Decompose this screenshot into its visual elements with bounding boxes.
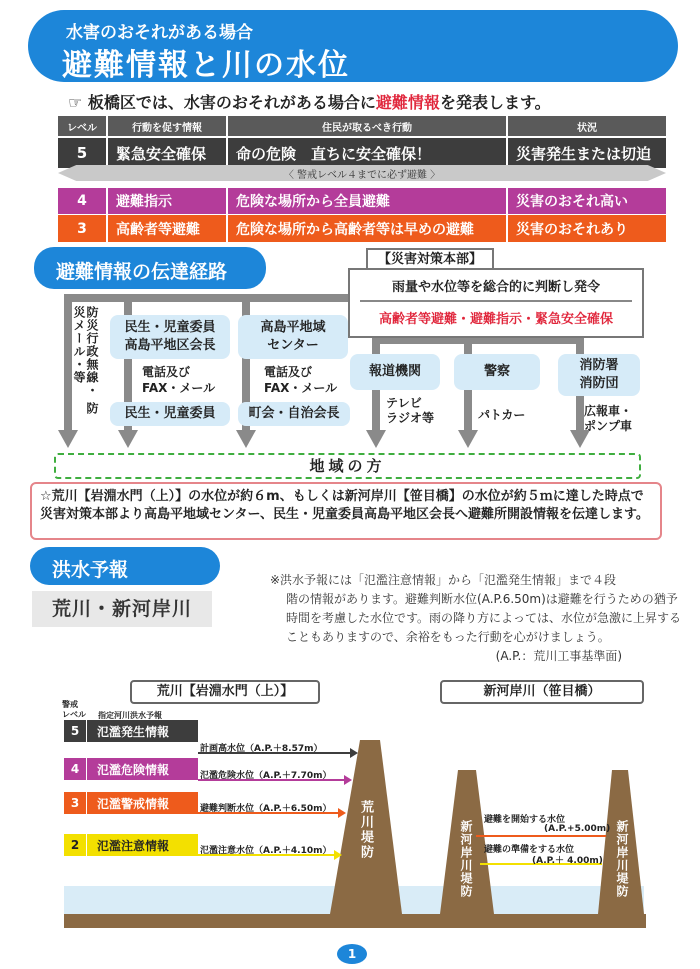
- flood-level-label: 氾濫発生情報: [97, 724, 170, 739]
- flood-note: [270, 571, 682, 666]
- level-number: 5: [58, 138, 108, 168]
- police-car: パトカー: [478, 408, 526, 422]
- header-action: 住民が取るべき行動: [228, 116, 508, 136]
- level-status: 災害発生または切迫: [516, 144, 652, 163]
- phone-fax-mail-1: 電話及び FAX・メール: [142, 365, 216, 395]
- disaster-radio-text: 防災行政無線・: [85, 306, 99, 397]
- level-info: 緊急安全確保: [108, 138, 228, 168]
- box-fire: 消防署 消防団: [558, 354, 640, 396]
- intro-suffix: を発表します。: [439, 93, 551, 112]
- press-media: テレビ ラジオ等: [386, 396, 435, 425]
- flood-note-line1: ※洪水予報には「氾濫注意情報」から「氾濫発生情報」まで４段: [270, 573, 617, 587]
- route-arrow-radio: [58, 430, 78, 448]
- intro-highlight: 避難情報: [375, 93, 440, 112]
- hq-orders: 高齢者等避難・避難指示・緊急安全確保: [378, 312, 613, 327]
- flood-level-label: 氾濫注意情報: [97, 838, 170, 853]
- level-number: 4: [58, 188, 108, 214]
- flood-level-number: 2: [64, 834, 87, 856]
- section-flood-title: [30, 547, 220, 585]
- disaster-radio-label: [72, 306, 98, 421]
- evac-start-value: (A.P.+5.00m): [544, 824, 611, 834]
- rivers-label: 荒川・新河岸川: [32, 591, 212, 627]
- local-residents: 地域の方: [54, 453, 641, 479]
- box-community-center: 高島平地域 センター: [238, 315, 348, 359]
- arrow-level-5: [350, 748, 358, 758]
- phone-fax-mail-2: 電話及び FAX・メール: [264, 365, 338, 395]
- water-level-5: 計画高水位（A.P.＋8.57m）: [200, 744, 323, 754]
- flood-level-5: [64, 720, 198, 742]
- evac-start-label: 避難を開始する水位: [484, 815, 566, 825]
- box-welfare-leaders: 民生・児童委員 高島平地区会長: [110, 315, 230, 359]
- flood-note-body: 階の情報があります。避難判断水位(A.P.6.50m)は避難を行うための猶予時間を考慮した水位です。雨の降り方によっては、水位が急激に上昇することもありますので、余裕をもった行動を心がけましょう。: [286, 592, 682, 644]
- flood-level-3: [64, 792, 198, 814]
- box-police: 警察: [454, 354, 540, 390]
- level-status: 災害のおそれあり: [516, 221, 628, 238]
- water-level-3: 避難判断水位（A.P.＋6.50m）: [200, 804, 332, 814]
- water-level-4: 氾濫危険水位（A.P.＋7.70m）: [200, 771, 332, 781]
- header-level: レベル: [58, 116, 108, 136]
- flood-level-label: 氾濫警戒情報: [97, 796, 170, 811]
- header-status: 状況: [577, 122, 597, 134]
- route-arrow-police: [458, 430, 478, 448]
- header-forecast-info: 指定河川洪水予報: [98, 711, 162, 720]
- warning-text: 〈 警戒レベル４までに必ず避難 〉: [283, 169, 441, 181]
- station-shingashi: 新河岸川（笹目橋）: [440, 680, 644, 704]
- flood-level-number: 4: [64, 758, 87, 780]
- arrow-level-4: [344, 775, 352, 785]
- page-number: 1: [337, 944, 367, 964]
- flood-level-4: [64, 758, 198, 780]
- page-title: 避難情報と川の水位: [62, 48, 350, 83]
- arakawa-levee-label: 荒川堤防: [358, 800, 373, 860]
- route-arrow-welfare: [118, 430, 138, 448]
- route-arrow-press: [366, 430, 386, 448]
- flood-level-2: [64, 834, 198, 856]
- station-arakawa: 荒川【岩淵水門（上）】: [130, 680, 320, 704]
- route-arrow-center: [236, 430, 256, 448]
- disaster-mail-text: 防災メール・等: [72, 306, 99, 416]
- box-press: 報道機関: [350, 354, 440, 390]
- evac-prep-value: (A.P.＋ 4.00m): [532, 856, 603, 866]
- hq-title: 【災害対策本部】: [366, 248, 494, 272]
- box-welfare-members: 民生・児童委員: [110, 402, 230, 426]
- section-flood-label: 洪水予報: [52, 559, 129, 581]
- shingashi-levee-label-right: 新河岸川堤防: [615, 820, 629, 898]
- box-town-association: 町会・自治会長: [238, 402, 350, 426]
- hq-box: [348, 268, 644, 338]
- flood-level-label: 氾濫危険情報: [97, 762, 170, 777]
- level-number: 3: [58, 215, 108, 242]
- flood-level-number: 5: [64, 720, 87, 742]
- ground: [64, 914, 646, 928]
- flood-level-number: 3: [64, 792, 87, 814]
- arrow-level-3: [338, 808, 346, 818]
- level-status: 災害のおそれ高い: [516, 194, 628, 210]
- level-action: 危険な場所から全員避難: [228, 188, 508, 214]
- header-alert-level: 警戒 レベル: [62, 700, 86, 719]
- hq-decision: 雨量や水位等を総合的に判断し発令: [391, 280, 600, 295]
- level-info: 高齢者等避難: [108, 215, 228, 242]
- water-level-2: 氾濫注意水位（A.P.＋4.10m）: [200, 846, 332, 856]
- flood-note-ap: (A.P.：荒川工事基準面): [495, 649, 622, 663]
- level-action: 命の危険 直ちに安全確保！: [228, 138, 508, 168]
- route-bar-top: [64, 294, 350, 302]
- header-subtitle: 水害のおそれがある場合: [66, 23, 253, 43]
- intro-prefix: ☞ 板橋区では、水害のおそれがある場合に: [68, 93, 376, 112]
- shingashi-levee-label-left: 新河岸川堤防: [459, 820, 473, 898]
- route-line-radio: [64, 294, 72, 430]
- header-info: 行動を促す情報: [108, 116, 228, 136]
- evac-prep-label: 避難の準備をする水位: [484, 845, 575, 855]
- level-info: 避難指示: [108, 188, 228, 214]
- level-action: 危険な場所から高齢者等は早めの避難: [228, 215, 508, 242]
- section-transmission-label: 避難情報の伝達経路: [56, 261, 228, 283]
- shelter-info-note: ☆荒川【岩淵水門（上）】の水位が約６m、もしくは新河岸川【笹目橋】の水位が約５ｍに達した時点で災害対策本部より高島平地域センター、民生・児童委員高島平地区会長へ避難所開設情報を伝達します。: [30, 482, 662, 540]
- fire-media: 広報車・ ポンプ車: [584, 404, 633, 433]
- hq-divider: [360, 300, 632, 302]
